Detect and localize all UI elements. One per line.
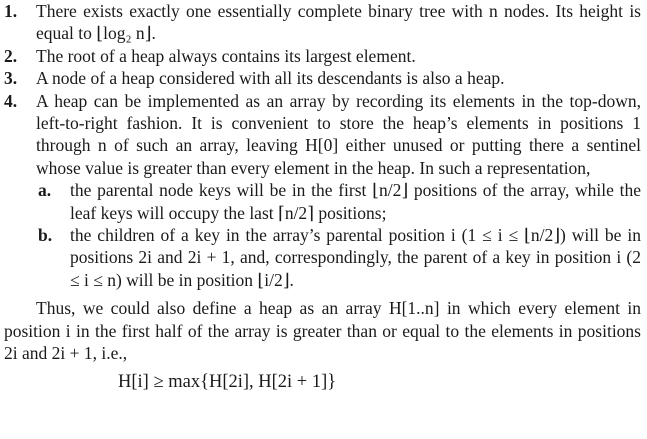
sublist-item-text: the parental node keys will be in the first ⌊n/2⌋ positions of the array, while the leaf keys will occupy the last ⌈n/2⌉ positions; — [70, 180, 641, 223]
list-number: 3. — [4, 68, 18, 89]
heap-property-formula: H[i] ≥ max{H[2i], H[2i + 1]} — [118, 371, 337, 392]
sublist-letter: b. — [38, 225, 53, 246]
sublist-item-a — [0, 179, 647, 224]
list-number: 1. — [4, 1, 18, 21]
list-item-text: A heap can be implemented as an array by recording its elements in the top-down, left-to-right fashion. It is convenient to store the heap’s elements in positions 1 through n of such an array, leaving H[0] either unused or putting there a sentinel whose value is greater than every element in the heap. In such a representation, — [36, 90, 641, 178]
list-number: 4. — [4, 90, 18, 111]
list-item-3 — [0, 67, 647, 89]
list-item-text: There exists exactly one essentially complete binary tree with n nodes. Its height is equal to ⌊log₂ n⌋. — [36, 1, 641, 44]
list-item-4 — [0, 90, 647, 180]
list-item-text: The root of a heap always contains its largest element. — [36, 45, 416, 66]
list-item-text: A node of a heap considered with all its descendants is also a heap. — [36, 68, 505, 89]
list-item-2 — [0, 45, 647, 67]
sublist-item-text: the children of a key in the array’s parental position i (1 ≤ i ≤ ⌊n/2⌋) will be in positions 2i and 2i + 1, and, correspondingly, the parent of a key in position i (2 ≤ i ≤ n) will be in position ⌊i/2⌋. — [70, 225, 641, 290]
list-item-1 — [0, 0, 647, 45]
list-number: 2. — [4, 45, 18, 66]
sublist-letter: a. — [38, 180, 52, 201]
closing-paragraph: Thus, we could also define a heap as an array H[1..n] in which every element in position i in the first half of the array is greater than or equal to the elements in positions 2i and 2i + 1, i.e., — [4, 298, 641, 364]
sublist-item-b — [0, 224, 647, 291]
